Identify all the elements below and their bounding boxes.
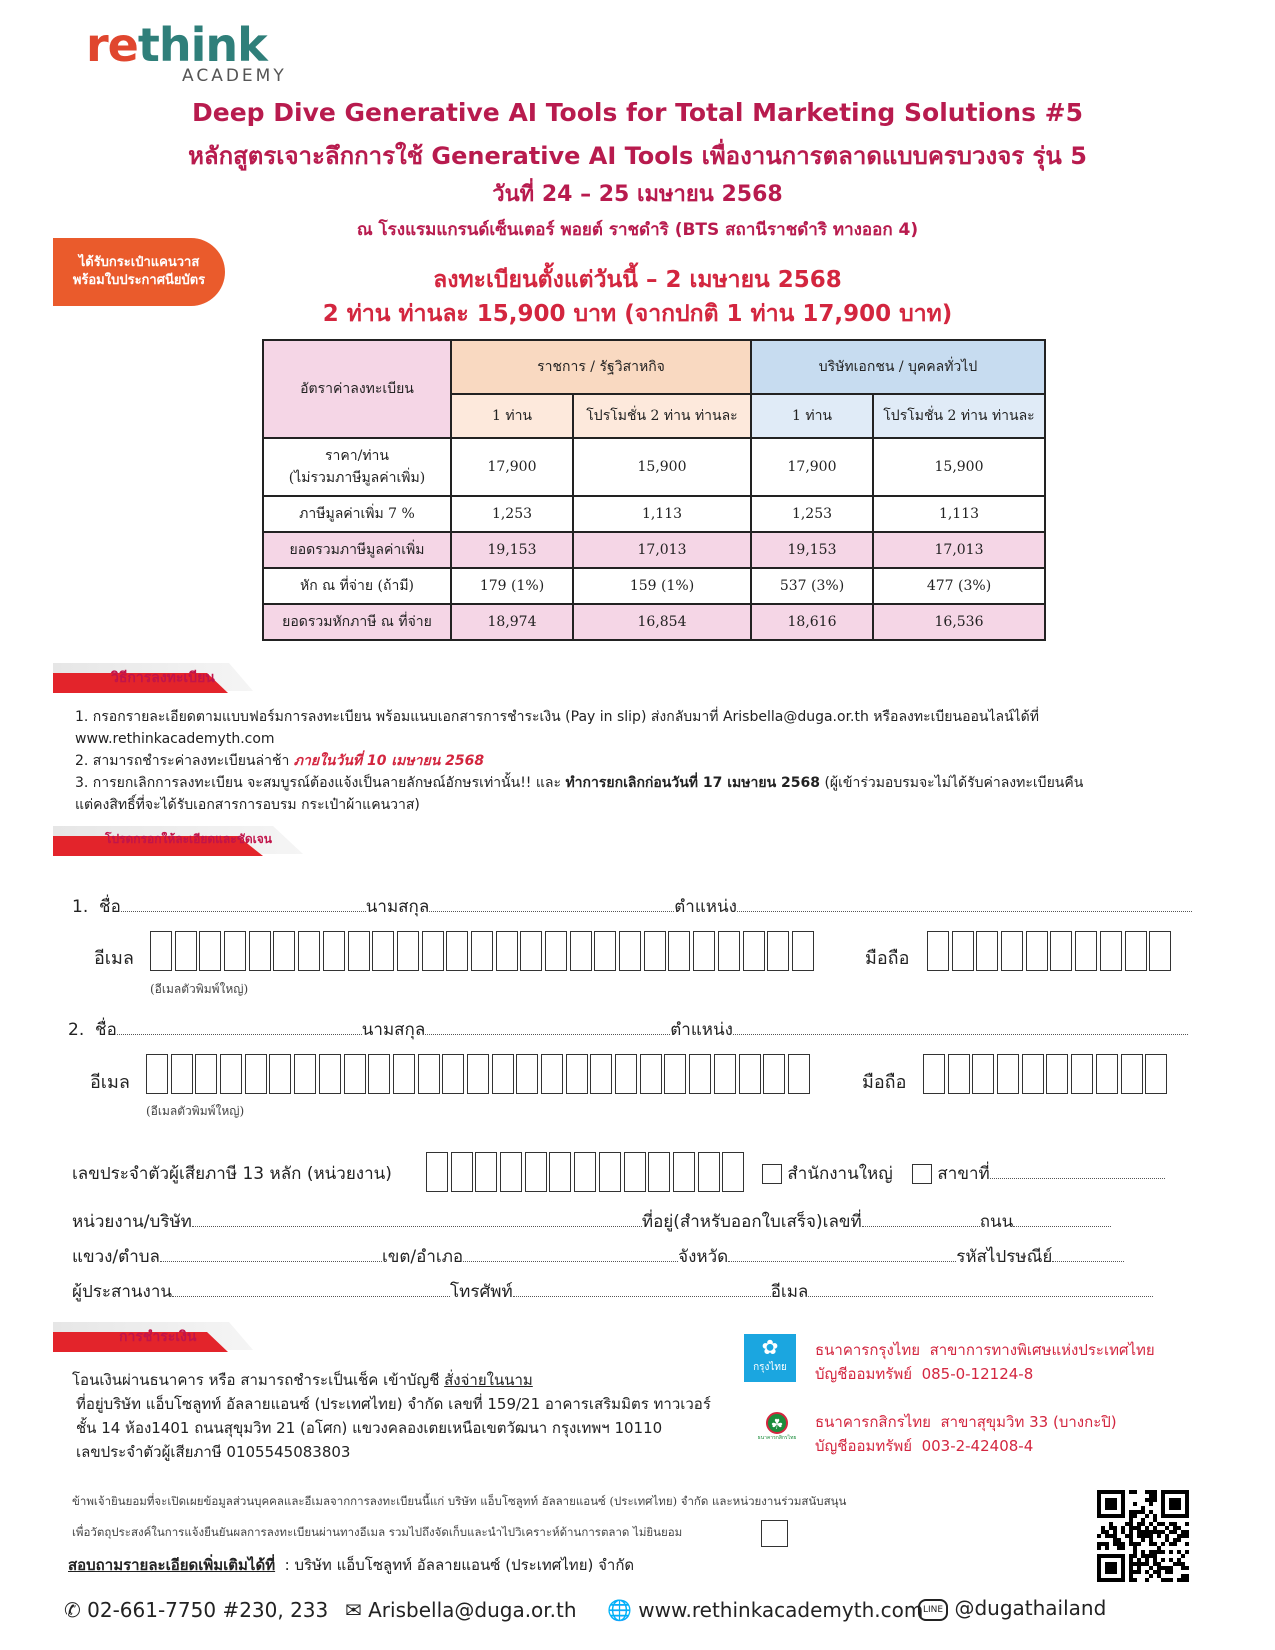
char-box[interactable] xyxy=(422,931,444,971)
cell: 19,153 xyxy=(451,532,573,568)
char-box[interactable] xyxy=(644,931,666,971)
cell: 1,113 xyxy=(873,496,1045,532)
group-private-header: บริษัทเอกชน / บุคคลทั่วไป xyxy=(751,340,1045,394)
sub-header: 1 ท่าน xyxy=(451,394,573,438)
char-box[interactable] xyxy=(640,1054,662,1094)
email-label: อีเมล xyxy=(94,948,134,969)
char-box[interactable] xyxy=(471,931,493,971)
cell: 537 (3%) xyxy=(751,568,873,604)
email-label: อีเมล xyxy=(90,1072,130,1093)
globe-icon: 🌐 xyxy=(607,1598,632,1622)
char-box[interactable] xyxy=(446,931,468,971)
char-box[interactable] xyxy=(722,1152,744,1192)
cell: 17,013 xyxy=(873,532,1045,568)
district-field[interactable] xyxy=(463,1247,678,1262)
road-field[interactable] xyxy=(1013,1212,1111,1227)
cell: 15,900 xyxy=(573,438,751,496)
address-no-field[interactable] xyxy=(862,1212,980,1227)
char-box[interactable] xyxy=(948,1054,970,1094)
cell: 477 (3%) xyxy=(873,568,1045,604)
char-box[interactable] xyxy=(1050,931,1072,971)
sub-header: โปรโมชั่น 2 ท่าน ท่านละ xyxy=(573,394,751,438)
char-box[interactable] xyxy=(220,1054,242,1094)
promo-price: 2 ท่าน ท่านละ 15,900 บาท (จากปกติ 1 ท่าน 17,900 บาท) xyxy=(322,301,953,327)
char-box[interactable] xyxy=(574,1152,596,1192)
char-box[interactable] xyxy=(368,1054,390,1094)
inquiry: สอบถามรายละเอียดเพิ่มเติมได้ที่ : บริษัท แอ็บโซลูทท์ อัลลายแอนซ์ (ประเทศไทย) จำกัด xyxy=(68,1556,635,1574)
char-box[interactable] xyxy=(426,1152,448,1192)
attendee-1-name-row: 1. ชื่อ นามสกุล ตำแหน่ง xyxy=(72,893,1192,920)
char-box[interactable] xyxy=(673,1152,695,1192)
char-box[interactable] xyxy=(693,931,715,971)
char-box[interactable] xyxy=(520,931,542,971)
char-box[interactable] xyxy=(566,1054,588,1094)
char-box[interactable] xyxy=(1022,1054,1044,1094)
mobile-boxes-1[interactable] xyxy=(927,931,1174,971)
cell: 159 (1%) xyxy=(573,568,751,604)
char-box[interactable] xyxy=(525,1152,547,1192)
sub-header: โปรโมชั่น 2 ท่าน ท่านละ xyxy=(873,394,1045,438)
char-box[interactable] xyxy=(763,1054,785,1094)
consent-decline-checkbox[interactable] xyxy=(761,1520,788,1547)
coordinator-field[interactable] xyxy=(172,1282,450,1297)
char-box[interactable] xyxy=(294,1054,316,1094)
char-box[interactable] xyxy=(619,931,641,971)
branch-field[interactable] xyxy=(990,1164,1165,1179)
cell: 17,013 xyxy=(573,532,751,568)
consent-text-2: เพื่อวัตถุประสงค์ในการแจ้งยืนยันผลการลงทะเบียนผ่านทางอีเมล รวมไปถึงจัดเก็บและนำไปวิเคราะห์ด้านการตลาด ไม่ยินยอม xyxy=(72,1525,683,1539)
qr-code xyxy=(1097,1490,1189,1582)
char-box[interactable] xyxy=(668,931,690,971)
char-box[interactable] xyxy=(442,1054,464,1094)
row-label: ยอดรวมหักภาษี ณ ที่จ่าย xyxy=(263,604,451,640)
province-field[interactable] xyxy=(728,1247,956,1262)
footer-website[interactable]: 🌐 www.rethinkacademyth.com xyxy=(607,1598,924,1622)
section-payment-header: การชำระเงิน xyxy=(53,1322,253,1350)
char-box[interactable] xyxy=(952,931,974,971)
char-box[interactable] xyxy=(664,1054,686,1094)
row-label: ยอดรวมภาษีมูลค่าเพิ่ม xyxy=(263,532,451,568)
char-box[interactable] xyxy=(1100,931,1122,971)
company-field[interactable] xyxy=(192,1212,642,1227)
char-box[interactable] xyxy=(298,931,320,971)
char-box[interactable] xyxy=(171,1054,193,1094)
char-box[interactable] xyxy=(224,931,246,971)
char-box[interactable] xyxy=(273,931,295,971)
logo: rethink xyxy=(86,18,267,72)
title-thai: หลักสูตรเจาะลึกการใช้ Generative AI Tools เพื่องานการตลาดแบบครบวงจร รุ่น 5 xyxy=(188,142,1087,170)
char-box[interactable] xyxy=(146,1054,168,1094)
footer-phone: ✆ 02-661-7750 #230, 233 xyxy=(64,1598,329,1622)
char-box[interactable] xyxy=(150,931,172,971)
event-date: วันที่ 24 – 25 เมษายน 2568 xyxy=(492,182,783,207)
char-box[interactable] xyxy=(199,931,221,971)
char-box[interactable] xyxy=(195,1054,217,1094)
char-box[interactable] xyxy=(1121,1054,1143,1094)
taxid-label: เลขประจำตัวผู้เสียภาษี 13 หลัก (หน่วยงาน) xyxy=(72,1164,392,1184)
char-box[interactable] xyxy=(648,1152,670,1192)
char-box[interactable] xyxy=(1075,931,1097,971)
row-label: หัก ณ ที่จ่าย (ถ้ามี) xyxy=(263,568,451,604)
attendee-2-name-row: 2. ชื่อ นามสกุล ตำแหน่ง xyxy=(68,1016,1188,1043)
cell: 179 (1%) xyxy=(451,568,573,604)
line-icon: LINE xyxy=(918,1599,948,1621)
hq-option[interactable]: สำนักงานใหญ่ xyxy=(762,1160,893,1187)
char-box[interactable] xyxy=(319,1054,341,1094)
cell: 16,536 xyxy=(873,604,1045,640)
char-box[interactable] xyxy=(1046,1054,1068,1094)
bank-kbank: ธนาคารกสิกรไทย สาขาสุขุมวิท 33 (บางกะปิ) บัญชีออมทรัพย์ 003-2-42408-4 xyxy=(815,1413,1117,1455)
char-box[interactable] xyxy=(496,931,518,971)
char-box[interactable] xyxy=(689,1054,711,1094)
char-box[interactable] xyxy=(739,1054,761,1094)
mail-icon: ✉ xyxy=(345,1598,362,1622)
char-box[interactable] xyxy=(1096,1054,1118,1094)
taxid-boxes[interactable] xyxy=(426,1152,747,1192)
bank-ktb: ธนาคารกรุงไทย สาขาการทางพิเศษแห่งประเทศไทย บัญชีออมทรัพย์ 085-0-12124-8 xyxy=(815,1341,1155,1383)
char-box[interactable] xyxy=(372,931,394,971)
char-box[interactable] xyxy=(348,931,370,971)
table-corner: อัตราค่าลงทะเบียน xyxy=(263,340,451,438)
footer-email[interactable]: ✉ Arisbella@duga.or.th xyxy=(345,1598,577,1622)
char-box[interactable] xyxy=(549,1152,571,1192)
char-box[interactable] xyxy=(1149,931,1171,971)
first-name-field[interactable] xyxy=(121,897,366,912)
event-venue: ณ โรงแรมแกรนด์เซ็นเตอร์ พอยต์ ราชดำริ (BTS สถานีราชดำริ ทางออก 4) xyxy=(356,220,919,240)
email-note: (อีเมลตัวพิมพ์ใหญ่) xyxy=(150,982,249,996)
email-boxes-1[interactable] xyxy=(150,931,817,971)
char-box[interactable] xyxy=(718,931,740,971)
position-field[interactable] xyxy=(733,1020,1188,1035)
cell: 17,900 xyxy=(451,438,573,496)
char-box[interactable] xyxy=(541,1054,563,1094)
subdistrict-field[interactable] xyxy=(160,1247,382,1262)
footer-line[interactable]: LINE @dugathailand xyxy=(918,1596,1106,1621)
char-box[interactable] xyxy=(492,1054,514,1094)
surname-field[interactable] xyxy=(429,897,674,912)
hq-checkbox[interactable] xyxy=(762,1164,782,1184)
phone-icon: ✆ xyxy=(64,1598,81,1622)
char-box[interactable] xyxy=(788,1054,810,1094)
table-row xyxy=(263,604,1045,640)
table-row xyxy=(263,496,1045,532)
ktb-logo: ✿ กรุงไทย xyxy=(744,1334,796,1382)
company-row: หน่วยงาน/บริษัท ที่อยู่(สำหรับออกใบเสร็จ)เลขที่ ถนน xyxy=(72,1208,1111,1235)
coordinator-row: ผู้ประสานงาน โทรศัพท์ อีเมล xyxy=(72,1278,1153,1305)
char-box[interactable] xyxy=(570,931,592,971)
section-fill-header: โปรดกรอกให้ละเอียดและชัดเจน xyxy=(53,826,303,854)
char-box[interactable] xyxy=(792,931,814,971)
sub-header: 1 ท่าน xyxy=(751,394,873,438)
char-box[interactable] xyxy=(997,1054,1019,1094)
email-boxes-2[interactable] xyxy=(146,1054,813,1094)
char-box[interactable] xyxy=(475,1152,497,1192)
postcode-field[interactable] xyxy=(1052,1247,1124,1262)
char-box[interactable] xyxy=(451,1152,473,1192)
mobile-label: มือถือ xyxy=(865,948,910,969)
surname-field[interactable] xyxy=(425,1020,670,1035)
cell: 16,854 xyxy=(573,604,751,640)
table-row xyxy=(263,532,1045,568)
char-box[interactable] xyxy=(927,931,949,971)
char-box[interactable] xyxy=(1125,931,1147,971)
char-box[interactable] xyxy=(467,1054,489,1094)
title-english: Deep Dive Generative AI Tools for Total Marketing Solutions #5 xyxy=(192,98,1083,127)
group-gov-header: ราชการ / รัฐวิสาหกิจ xyxy=(451,340,751,394)
char-box[interactable] xyxy=(698,1152,720,1192)
section-register-header: วิธีการลงทะเบียน xyxy=(53,663,253,691)
char-box[interactable] xyxy=(767,931,789,971)
cell: 1,253 xyxy=(751,496,873,532)
char-box[interactable] xyxy=(245,1054,267,1094)
gift-badge: ได้รับกระเป๋าแคนวาส พร้อมใบประกาศนียบัตร xyxy=(53,238,225,306)
cell: 15,900 xyxy=(873,438,1045,496)
char-box[interactable] xyxy=(249,931,271,971)
mobile-boxes-2[interactable] xyxy=(923,1054,1170,1094)
table-row xyxy=(263,568,1045,604)
phone-field[interactable] xyxy=(513,1282,771,1297)
logo-subtitle: ACADEMY xyxy=(182,66,287,86)
char-box[interactable] xyxy=(599,1152,621,1192)
branch-checkbox[interactable] xyxy=(912,1164,932,1184)
char-box[interactable] xyxy=(590,1054,612,1094)
char-box[interactable] xyxy=(269,1054,291,1094)
char-box[interactable] xyxy=(1026,931,1048,971)
kbank-logo: ☘ ธนาคารกสิกรไทย xyxy=(754,1412,800,1452)
char-box[interactable] xyxy=(594,931,616,971)
char-box[interactable] xyxy=(545,931,567,971)
char-box[interactable] xyxy=(923,1054,945,1094)
email-note: (อีเมลตัวพิมพ์ใหญ่) xyxy=(146,1104,245,1118)
char-box[interactable] xyxy=(743,931,765,971)
table-row xyxy=(263,438,1045,496)
char-box[interactable] xyxy=(418,1054,440,1094)
payment-info: โอนเงินผ่านธนาคาร หรือ สามารถชำระเป็นเช็ค เข้าบัญชี สั่งจ่ายในนาม ที่อยู่บริษัท แอ็บโซลูทท์ อัลลายแอนซ์ (ประเทศไทย) จำกัด เลขที่ 159/21 อาคารเสริมมิตร ทาวเวอร์ ชั้น 14 ห้อง1401 ถนนสุขุมวิท 21 (อโศก) แขวงคลองเตยเหนือเขตวัฒนา กรุงเทพฯ 10110 เลขประจำตัวผู้เสียภาษี 0105545083803 xyxy=(72,1371,711,1461)
row-label: ราคา/ท่าน (ไม่รวมภาษีมูลค่าเพิ่ม) xyxy=(263,438,451,496)
cell: 19,153 xyxy=(751,532,873,568)
char-box[interactable] xyxy=(175,931,197,971)
row-label: ภาษีมูลค่าเพิ่ม 7 % xyxy=(263,496,451,532)
cell: 18,974 xyxy=(451,604,573,640)
char-box[interactable] xyxy=(323,931,345,971)
char-box[interactable] xyxy=(615,1054,637,1094)
register-deadline: ลงทะเบียนตั้งแต่วันนี้ – 2 เมษายน 2568 xyxy=(433,267,842,293)
char-box[interactable] xyxy=(1145,1054,1167,1094)
char-box[interactable] xyxy=(344,1054,366,1094)
char-box[interactable] xyxy=(397,931,419,971)
first-name-field[interactable] xyxy=(117,1020,362,1035)
cell: 1,113 xyxy=(573,496,751,532)
cell: 17,900 xyxy=(751,438,873,496)
cell: 18,616 xyxy=(751,604,873,640)
char-box[interactable] xyxy=(1071,1054,1093,1094)
char-box[interactable] xyxy=(976,931,998,971)
coordinator-email-field[interactable] xyxy=(808,1282,1153,1297)
mobile-label: มือถือ xyxy=(862,1072,907,1093)
branch-option[interactable]: สาขาที่ xyxy=(912,1160,1165,1187)
position-field[interactable] xyxy=(737,897,1192,912)
char-box[interactable] xyxy=(393,1054,415,1094)
char-box[interactable] xyxy=(624,1152,646,1192)
address-row: แขวง/ตำบล เขต/อำเภอ จังหวัด รหัสไปรษณีย์ xyxy=(72,1243,1124,1270)
cell: 1,253 xyxy=(451,496,573,532)
char-box[interactable] xyxy=(972,1054,994,1094)
char-box[interactable] xyxy=(516,1054,538,1094)
rate-table xyxy=(262,339,1046,641)
consent-text-1: ข้าพเจ้ายินยอมที่จะเปิดเผยข้อมูลส่วนบุคคลและอีเมลจากการลงทะเบียนนี้แก่ บริษัท แอ็บโซลูทท์ อัลลายแอนซ์ (ประเทศไทย) จำกัด และหน่วยงานร่วมสนับสนุน xyxy=(72,1494,847,1508)
char-box[interactable] xyxy=(500,1152,522,1192)
register-steps: 1. กรอกรายละเอียดตามแบบฟอร์มการลงทะเบียน พร้อมแนบเอกสารการชำระเงิน (Pay in slip) ส่งกลับมาที่ Arisbella@duga.or.th หรือลงทะเบียนออนไลน์ได้ที่ www.rethinkacademyth.com 2. สามารถชำระค่าลงทะเบียนล่าช้า ภายในวันที่ 10 เมษายน 2568 3. การยกเลิกการลงทะเบียน จะสมบูรณ์ต้องแจ้งเป็นลายลักษณ์อักษรเท่านั้น!! และ ทำการยกเลิกก่อนวันที่ 17 เมษายน 2568 (ผู้เข้าร่วมอบรมจะไม่ได้รับค่าลงทะเบียนคืน แต่คงสิทธิ์ที่จะได้รับเอกสารการอบรม กระเป๋าผ้าแคนวาส) xyxy=(75,709,1084,813)
char-box[interactable] xyxy=(714,1054,736,1094)
char-box[interactable] xyxy=(1001,931,1023,971)
